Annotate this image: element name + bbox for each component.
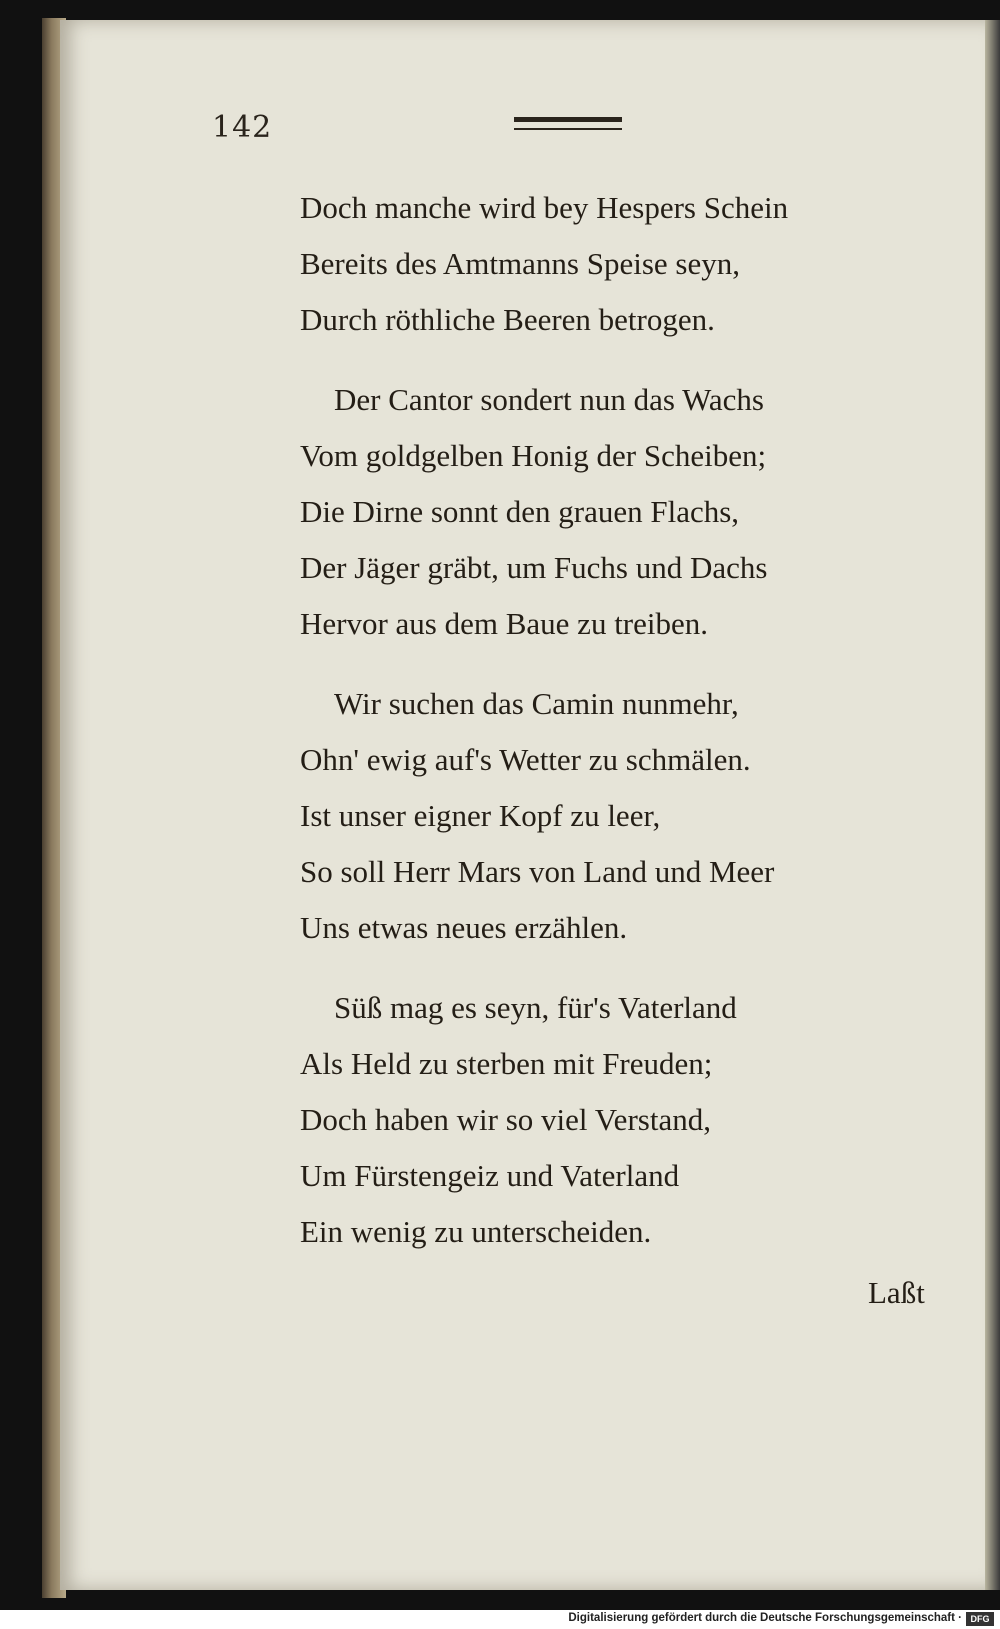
poem-line: Um Fürstengeiz und Vaterland	[300, 1158, 680, 1193]
poem-line: Vom goldgelben Honig der Scheiben;	[300, 438, 767, 473]
stanza-2	[300, 372, 900, 652]
stanza-3	[300, 676, 900, 956]
poem-line: Als Held zu sterben mit Freuden;	[300, 1046, 713, 1081]
stanza-4	[300, 980, 900, 1260]
poem-line: So soll Herr Mars von Land und Meer	[300, 854, 775, 889]
poem-body	[300, 180, 900, 1284]
poem-line: Hervor aus dem Baue zu treiben.	[300, 606, 709, 641]
poem-line: Der Jäger gräbt, um Fuchs und Dachs	[300, 550, 768, 585]
poem-line: Uns etwas neues erzählen.	[300, 910, 628, 945]
stanza-1	[300, 180, 900, 348]
poem-line: Doch manche wird bey Hespers Schein	[300, 190, 789, 225]
poem-line: Wir suchen das Camin nunmehr,	[334, 686, 739, 721]
dfg-logo: DFG	[966, 1612, 994, 1626]
catchword: Laßt	[868, 1275, 925, 1310]
ornament-thin-rule	[514, 128, 622, 130]
poem-line: Ohn' ewig auf's Wetter zu schmälen.	[300, 742, 751, 777]
funding-credit: Digitalisierung gefördert durch die Deutsche Forschungsgemeinschaft ·	[568, 1612, 962, 1624]
poem-line: Der Cantor sondert nun das Wachs	[334, 382, 764, 417]
page-number: 142	[212, 110, 273, 145]
header-ornament	[514, 117, 622, 135]
page-edge	[985, 20, 1000, 1590]
poem-line: Ein wenig zu unterscheiden.	[300, 1214, 652, 1249]
poem-line: Ist unser eigner Kopf zu leer,	[300, 798, 661, 833]
poem-line: Doch haben wir so viel Verstand,	[300, 1102, 711, 1137]
poem-line: Bereits des Amtmanns Speise seyn,	[300, 246, 740, 281]
poem-line: Durch röthliche Beeren betrogen.	[300, 302, 715, 337]
poem-line: Süß mag es seyn, für's Vaterland	[334, 990, 737, 1025]
poem-line: Die Dirne sonnt den grauen Flachs,	[300, 494, 740, 529]
ornament-thick-rule	[514, 117, 622, 122]
